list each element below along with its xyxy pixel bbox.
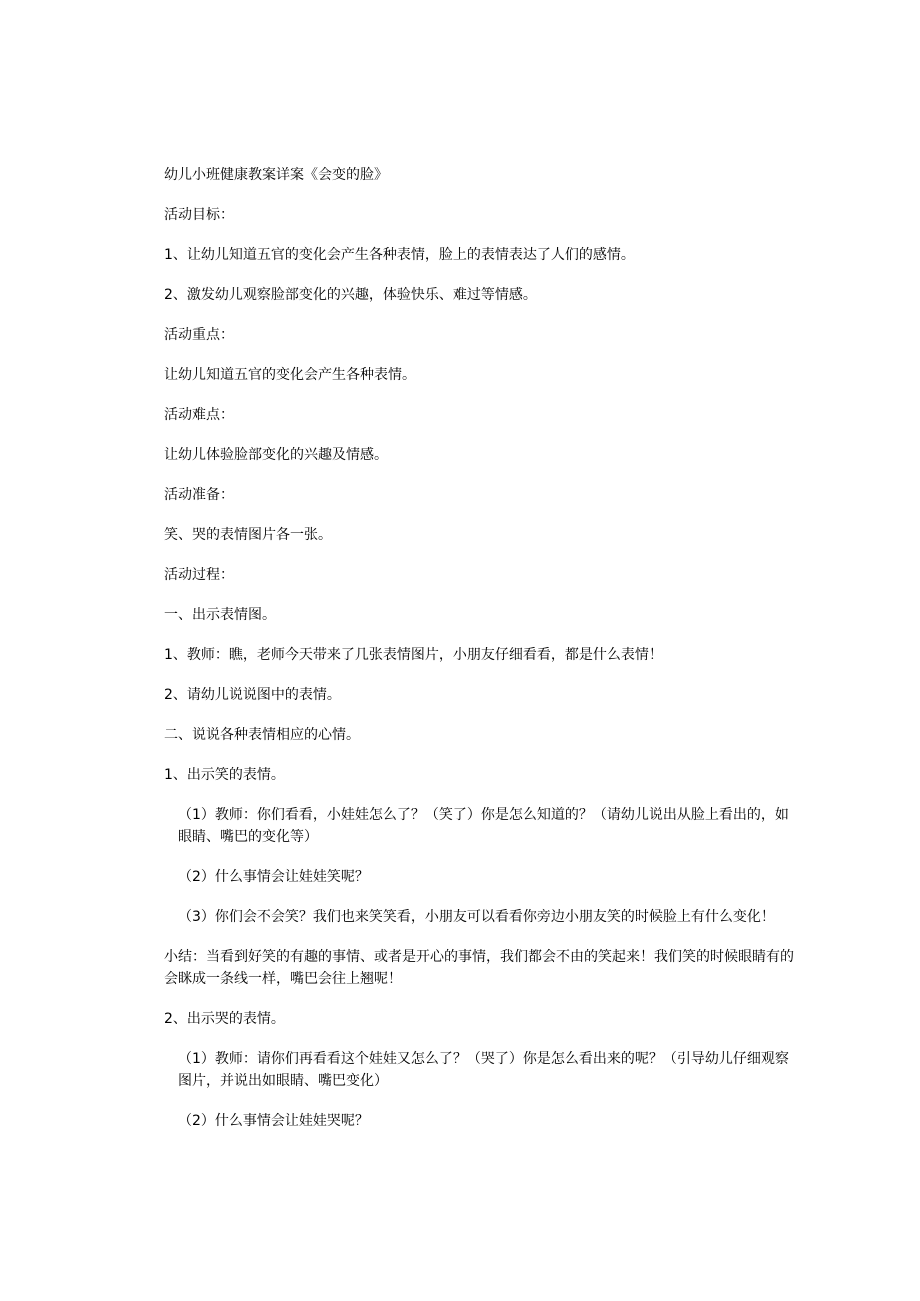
- document-title: 幼儿小班健康教案详案《会变的脸》: [164, 167, 388, 183]
- preparation-text: 笑、哭的表情图片各一张。: [164, 527, 332, 543]
- section-heading-difficulty: 活动难点：: [164, 407, 234, 423]
- section-heading-focus: 活动重点：: [164, 327, 234, 343]
- process-step-1-item-2: 2、请幼儿说说图中的表情。: [164, 687, 341, 703]
- sub-item-cry-1: （1）教师：请你们再看看这个娃娃又怎么了？（哭了）你是怎么看出来的呢？（引导幼儿仔细观察图片，并说出如眼睛、嘴巴变化）: [178, 1051, 789, 1089]
- process-step-1-item-1: 1、教师：瞧，老师今天带来了几张表情图片，小朋友仔细看看，都是什么表情！: [164, 647, 663, 663]
- process-step-2-item-1: 1、出示笑的表情。: [164, 767, 285, 783]
- process-step-1: 一、出示表情图。: [164, 607, 276, 623]
- section-heading-process: 活动过程：: [164, 567, 234, 583]
- goal-item-2: 2、激发幼儿观察脸部变化的兴趣，体验快乐、难过等情感。: [164, 287, 537, 303]
- difficulty-text: 让幼儿体验脸部变化的兴趣及情感。: [164, 447, 388, 463]
- summary-note: 小结：当看到好笑的有趣的事情、或者是开心的事情，我们都会不由的笑起来！我们笑的时候眼睛有的会眯成一条线一样，嘴巴会往上翘呢！: [164, 949, 794, 987]
- section-heading-preparation: 活动准备：: [164, 487, 234, 503]
- sub-item-2: （2）什么事情会让娃娃笑呢？: [178, 869, 369, 885]
- document-body: [164, 164, 796, 1132]
- sub-item-cry-2: （2）什么事情会让娃娃哭呢？: [178, 1113, 369, 1129]
- focus-text: 让幼儿知道五官的变化会产生各种表情。: [164, 367, 416, 383]
- sub-item-1: （1）教师：你们看看，小娃娃怎么了？（笑了）你是怎么知道的？（请幼儿说出从脸上看出的，如眼睛、嘴巴的变化等）: [178, 807, 789, 845]
- process-step-2: 二、说说各种表情相应的心情。: [164, 727, 360, 743]
- sub-item-3: （3）你们会不会笑？我们也来笑笑看，小朋友可以看看你旁边小朋友笑的时候脸上有什么变化！: [178, 909, 775, 925]
- section-heading-goals: 活动目标：: [164, 207, 234, 223]
- process-step-2-item-2: 2、出示哭的表情。: [164, 1011, 285, 1027]
- goal-item-1: 1、让幼儿知道五官的变化会产生各种表情，脸上的表情表达了人们的感情。: [164, 247, 635, 263]
